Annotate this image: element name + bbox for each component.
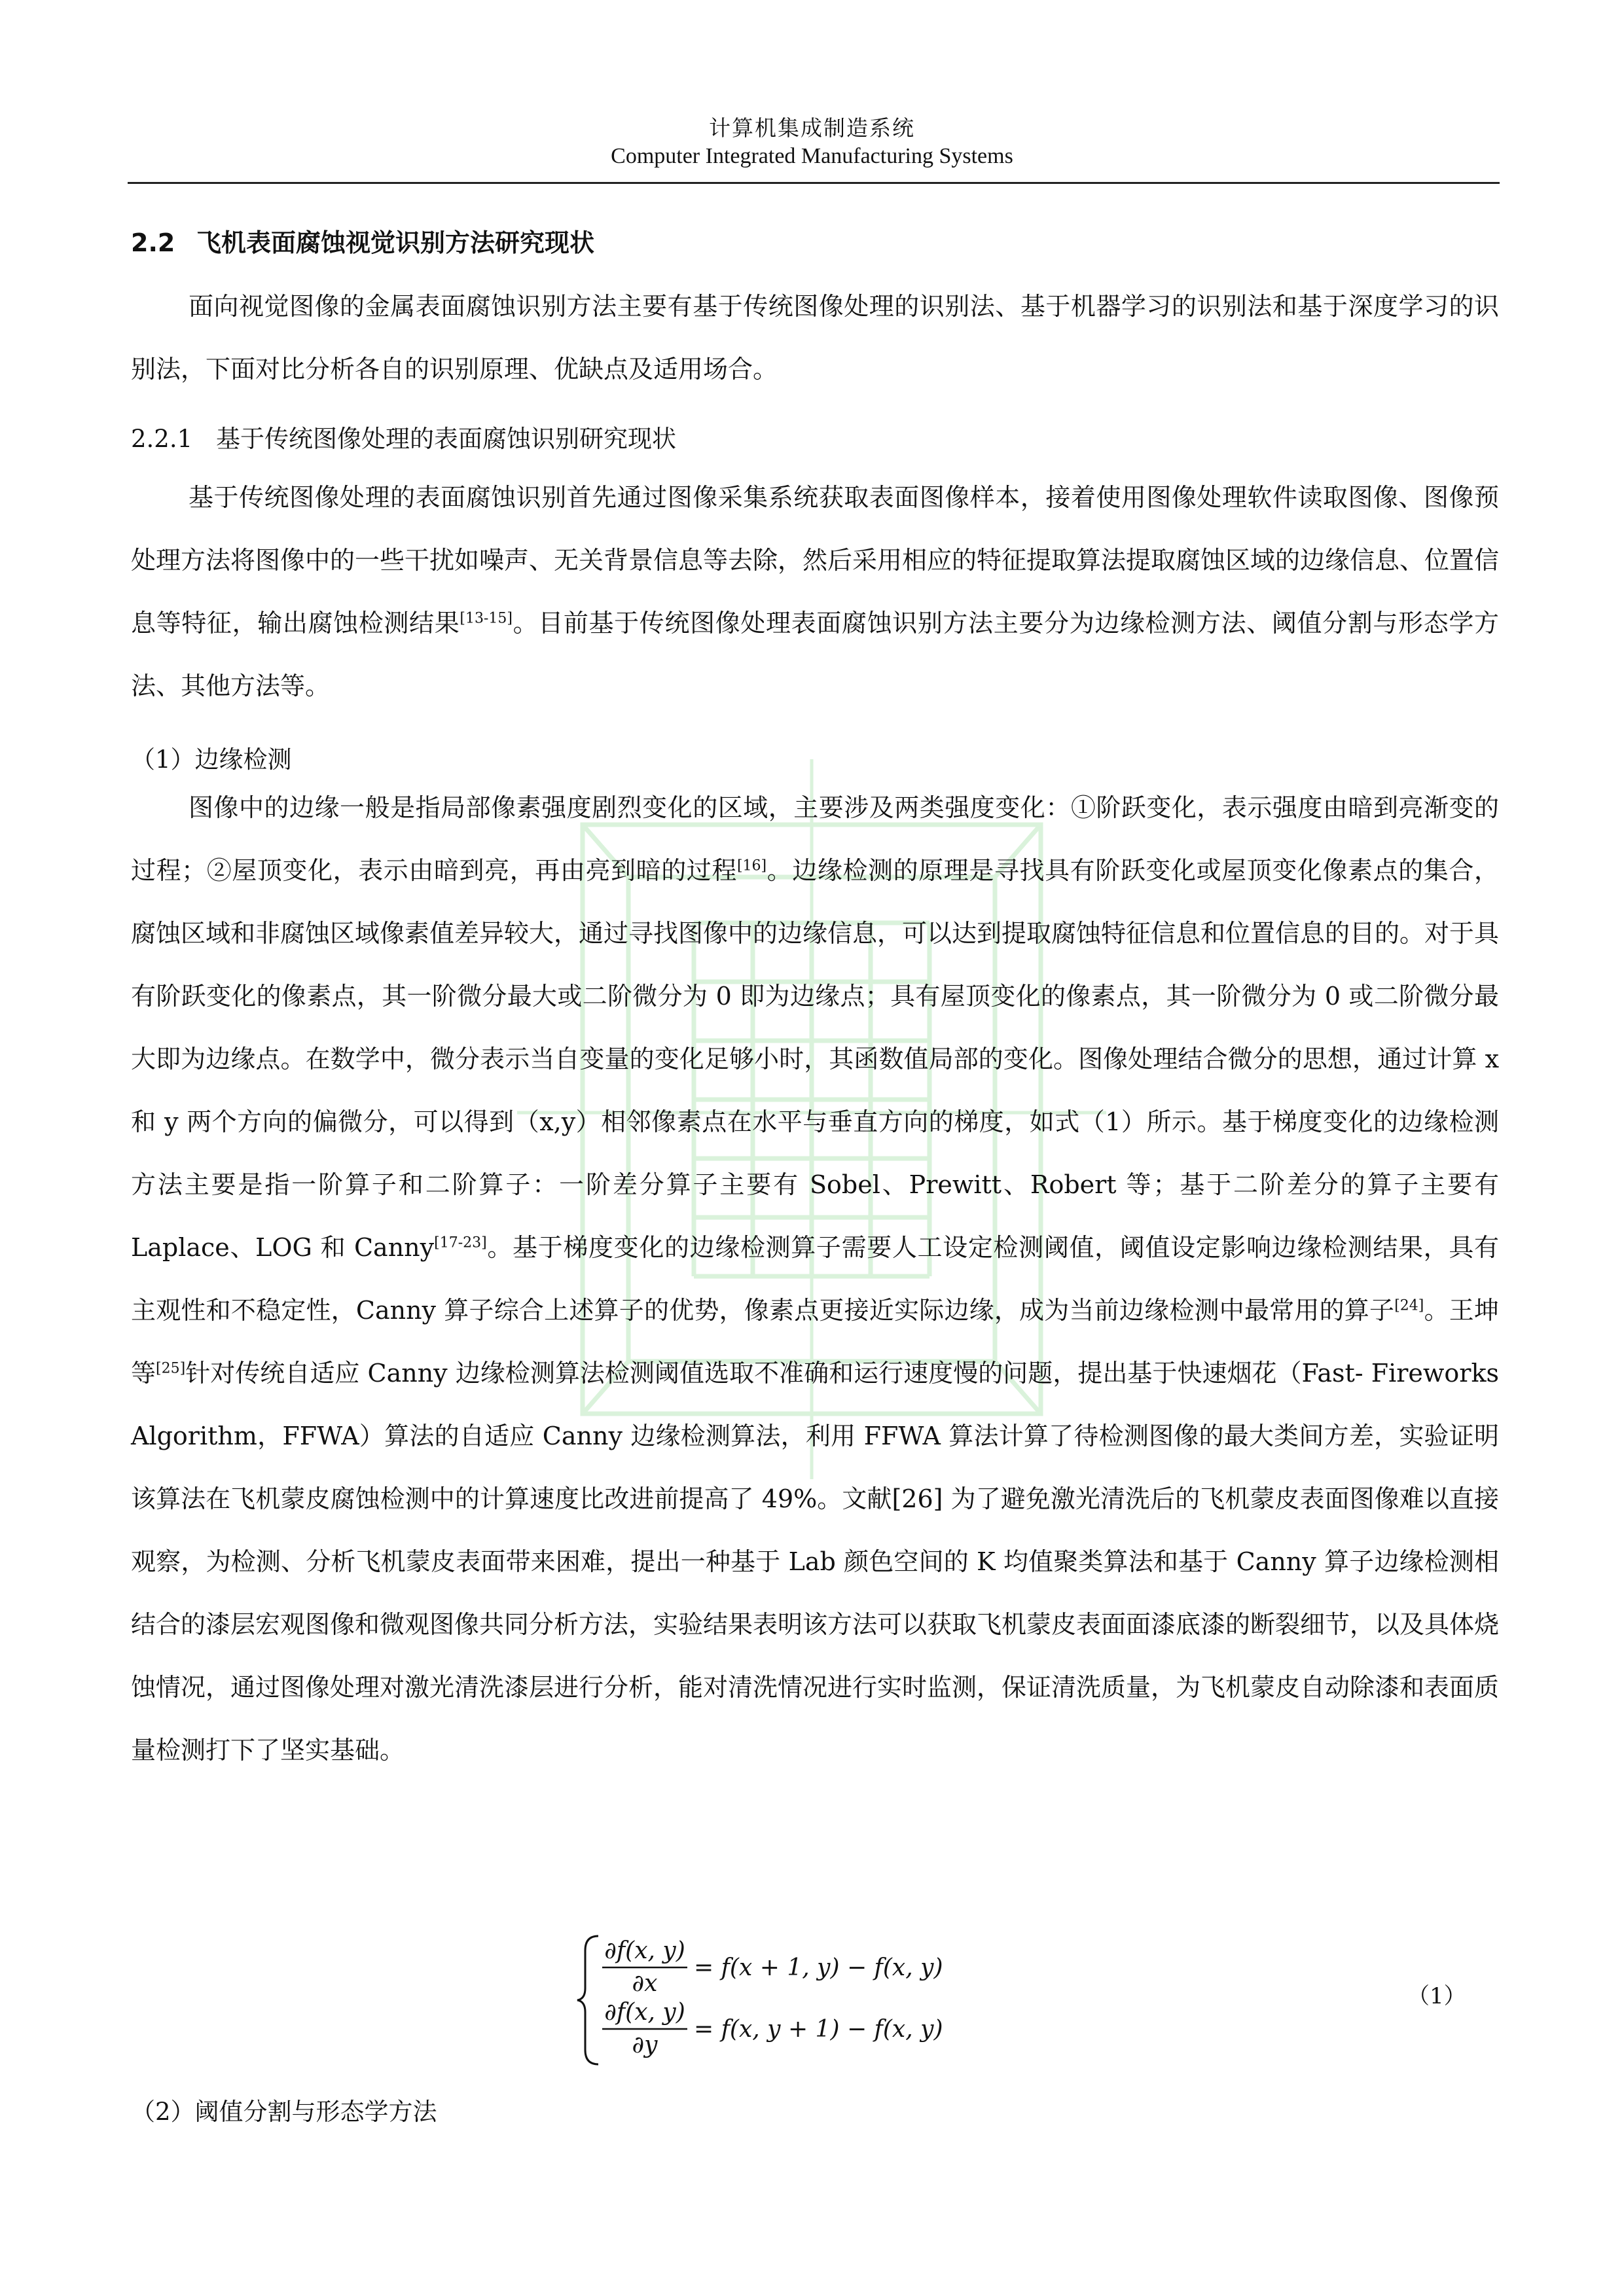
citation: [24] bbox=[1394, 1297, 1424, 1314]
paragraph-traditional-methods bbox=[131, 466, 1499, 717]
equation-line1-numerator: ∂f(x, y) bbox=[604, 1937, 685, 1964]
citation: [13-15] bbox=[460, 610, 513, 627]
equation-line2-denominator: ∂y bbox=[632, 2032, 658, 2058]
paragraph-text: 针对传统自适应 Canny 边缘检测算法检测阈值选取不准确和运行速度慢的问题，提出基于快速烟花（Fast- Fireworks Algorithm，FFWA）算法的自适应 Canny 边缘检测算法，利用 FFWA 算法计算了待检测图像的最大类间方差，实验证明该算法在飞机蒙皮腐蚀检测中的计算速度比改进前提高了 49%。文献[26] 为了避免激光清洗后的飞机蒙皮表面图像难以直接观察，为检测、分析飞机蒙皮表面带来困难，提出一种基于 Lab 颜色空间的 K 均值聚类算法和基于 Canny 算子边缘检测相结合的漆层宏观图像和微观图像共同分析方法，实验结果表明该方法可以获取飞机蒙皮表面面漆底漆的断裂细节，以及具体烧蚀情况，通过图像处理对激光清洗漆层进行分析，能对清洗情况进行实时监测，保证清洗质量，为飞机蒙皮自动除漆和表面质量检测打下了坚实基础。 bbox=[131, 1359, 1500, 1765]
header-divider bbox=[128, 182, 1500, 184]
journal-title-english: Computer Integrated Manufacturing Systems bbox=[611, 144, 1013, 168]
paragraph-text: 。基于梯度变化的边缘检测算子需要人工设定检测阈值，阈值设定影响边缘检测结果，具有主观性和不稳定性，Canny 算子综合上述算子的优势，像素点更接近实际边缘，成为当前边缘检测中最常用的算子 bbox=[131, 1233, 1499, 1325]
citation: [17-23] bbox=[434, 1234, 487, 1251]
equation-line2-rhs: = f(x, y + 1) − f(x, y) bbox=[694, 2016, 943, 2043]
citation: [25] bbox=[156, 1360, 186, 1377]
subsection-number: 2.2.1 bbox=[131, 425, 193, 453]
paragraph-edge-detection bbox=[131, 776, 1499, 1782]
journal-title-chinese: 计算机集成制造系统 bbox=[709, 115, 915, 141]
section-heading bbox=[131, 223, 594, 259]
subsection-heading bbox=[131, 419, 676, 454]
equation-brace bbox=[577, 1936, 598, 2064]
paragraph-text: 。边缘检测的原理是寻找具有阶跃变化或屋顶变化像素点的集合，腐蚀区域和非腐蚀区域像素值差异较大，通过寻找图像中的边缘信息，可以达到提取腐蚀特征信息和位置信息的目的。对于具有阶跃变化的像素点，其一阶微分最大或二阶微分为 0 即为边缘点；具有屋顶变化的像素点，其一阶微分为 0 或二阶微分最大即为边缘点。在数学中，微分表示当自变量的变化足够小时，其函数值局部的变化。图像处理结合微分的思想，通过计算 x 和 y 两个方向的偏微分，可以得到（x,y）相邻像素点在水平与垂直方向的梯度，如式（1）所示。基于梯度变化的边缘检测方法主要是指一阶算子和二阶算子：一阶差分算子主要有 Sobel、Prewitt、Robert 等；基于二阶差分的算子主要有 Laplace、LOG 和 Canny bbox=[131, 856, 1500, 1262]
equation-line1-denominator: ∂x bbox=[632, 1970, 658, 1997]
equation-gradient bbox=[576, 1931, 1047, 2068]
list-item-heading-edge-detection: （1）边缘检测 bbox=[131, 745, 292, 774]
section-title-text: 飞机表面腐蚀视觉识别方法研究现状 bbox=[196, 228, 595, 257]
section-number: 2.2 bbox=[131, 228, 175, 257]
equation-number: （1） bbox=[1407, 1983, 1466, 2009]
equation-line1-rhs: = f(x + 1, y) − f(x, y) bbox=[694, 1954, 943, 1981]
citation: [16] bbox=[736, 857, 767, 874]
intro-paragraph: 面向视觉图像的金属表面腐蚀识别方法主要有基于传统图像处理的识别法、基于机器学习的识别法和基于深度学习的识别法，下面对比分析各自的识别原理、优缺点及适用场合。 bbox=[131, 292, 1499, 384]
paragraph-text: 图像中的边缘一般是指局部像素强度剧烈变化的区域，主要涉及两类强度变化：①阶跃变化，表示强度由暗到亮渐变的过程；②屋顶变化，表示由暗到亮，再由亮到暗的过程 bbox=[131, 793, 1499, 885]
paragraph-text: 。王坤等 bbox=[131, 1296, 1499, 1388]
paragraph-text: 。目前基于传统图像处理表面腐蚀识别方法主要分为边缘检测方法、阈值分割与形态学方法、其他方法等。 bbox=[131, 609, 1499, 700]
list-item-heading-threshold: （2）阈值分割与形态学方法 bbox=[131, 2098, 437, 2126]
paragraph-text: 基于传统图像处理的表面腐蚀识别首先通过图像采集系统获取表面图像样本，接着使用图像处理软件读取图像、图像预处理方法将图像中的一些干扰如噪声、无关背景信息等去除，然后采用相应的特征提取算法提取腐蚀区域的边缘信息、位置信息等特征，输出腐蚀检测结果 bbox=[131, 483, 1500, 637]
subsection-title-text: 基于传统图像处理的表面腐蚀识别研究现状 bbox=[216, 425, 676, 453]
equation-line2-numerator: ∂f(x, y) bbox=[604, 1999, 685, 2026]
